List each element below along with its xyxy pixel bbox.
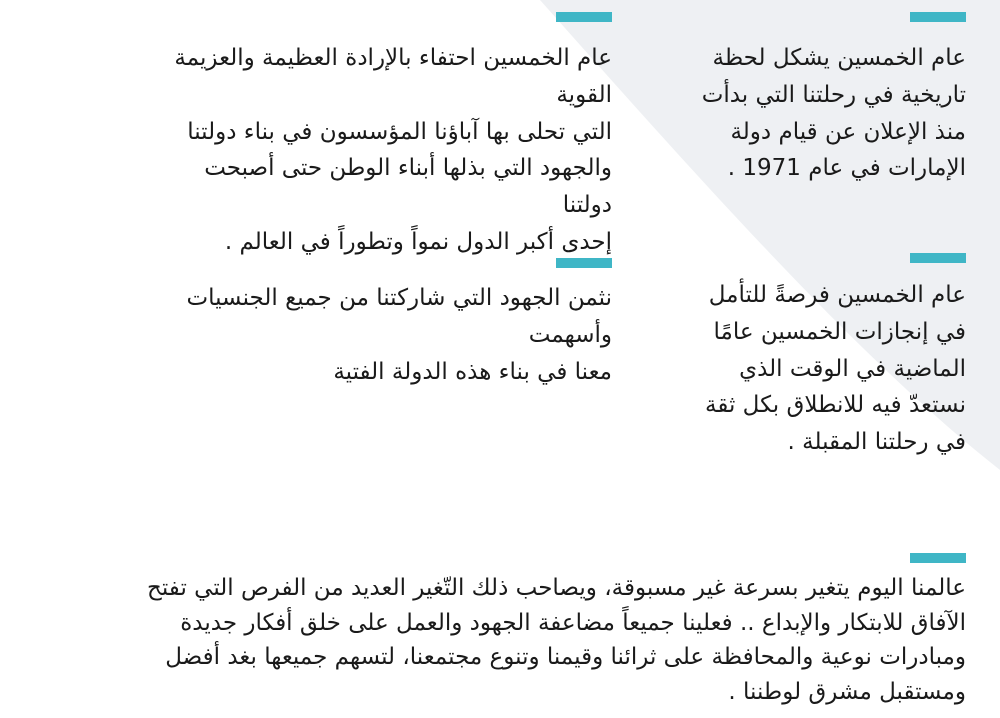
- text-block-appreciation: [160, 258, 612, 385]
- paragraph: عام الخمسين يشكل لحظة تاريخية في رحلتنا التي بدأت منذ الإعلان عن قيام دولة الإمارات في عام 1971 .: [701, 45, 966, 182]
- accent-bar: [910, 12, 966, 22]
- accent-bar: [910, 553, 966, 563]
- paragraph: عام الخمسين فرصةً للتأمل في إنجازات الخمسين عامًا الماضية في الوقت الذي نستعدّ فيه للانطلاق بكل ثقة في رحلتنا المقبلة .: [705, 282, 966, 456]
- accent-bar: [910, 253, 966, 263]
- text-block-future: [34, 553, 966, 718]
- paragraph: عالمنا اليوم يتغير بسرعة غير مسبوقة، ويصاحب ذلك التّغير العديد من الفرص التي تفتح الآفاق للابتكار والإبداع .. فعلينا جميعاً مضاعفة الجهود والعمل على خلق أفكار جديدة ومبادرات نوعية والمحافظة على ثرائنا وقيمنا وتنوع مجتمعنا، لتسهم جميعها بغد أفضل ومستقبل مشرق لوطننا .: [147, 575, 966, 705]
- accent-bar: [556, 258, 612, 268]
- accent-bar: [556, 12, 612, 22]
- paragraph: نثمن الجهود التي شاركتنا من جميع الجنسيات وأسهمت معنا في بناء هذه الدولة الفتية: [186, 285, 612, 385]
- text-block-reflection: [690, 253, 966, 463]
- paragraph: عام الخمسين احتفاء بالإرادة العظيمة والعزيمة القوية التي تحلى بها آباؤنا المؤسسون في بناء دولتنا والجهود التي بذلها أبناء الوطن حتى أصبحت دولتنا إحدى أكبر الدول نمواً وتطوراً في العالم .: [174, 45, 612, 255]
- text-block-historic-moment: [690, 12, 966, 192]
- text-block-celebration: [160, 12, 612, 255]
